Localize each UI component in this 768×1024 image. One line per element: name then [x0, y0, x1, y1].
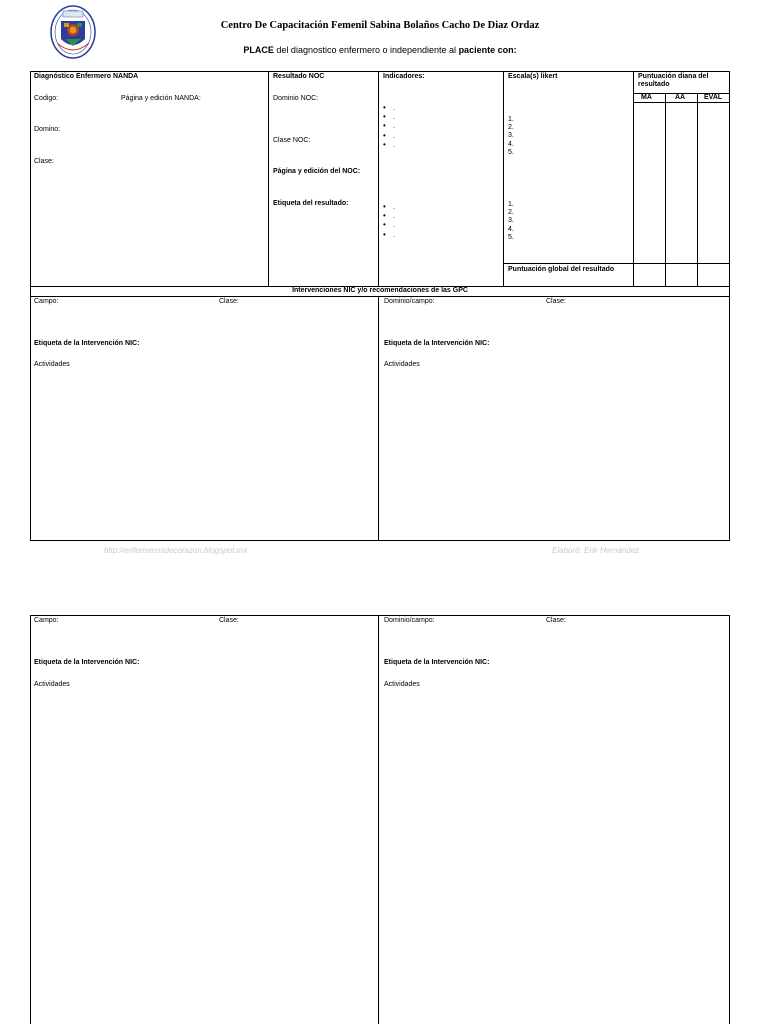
noc-heading: Resultado NOC	[273, 73, 325, 80]
intervention-left-clase: Clase:	[219, 298, 239, 305]
intervention-left-etiqueta: Etiqueta de la Intervención NIC:	[34, 340, 140, 347]
institution-seal-logo	[50, 5, 96, 59]
indicator-item: • .	[383, 122, 395, 131]
diana-heading: Puntuación diana del resultado	[638, 73, 709, 88]
diana-col-aa: AA	[675, 94, 686, 101]
indicadores-list-1	[383, 104, 395, 150]
likert-item: 4.	[508, 225, 514, 233]
indicator-item: • .	[383, 104, 395, 113]
page2-left-actividades: Actividades	[34, 681, 70, 688]
likert-list-2	[508, 201, 514, 242]
likert-item: 1.	[508, 201, 514, 208]
intervention-right-clase: Clase:	[546, 298, 566, 305]
intervention-right-actividades: Actividades	[384, 361, 420, 368]
likert-item: 5.	[508, 233, 514, 241]
indicator-item: • .	[383, 221, 395, 230]
intervention-left-campo: Campo:	[34, 298, 59, 305]
nanda-clase-label: Clase:	[34, 158, 54, 165]
page2-left-etiqueta: Etiqueta de la Intervención NIC:	[34, 659, 140, 666]
nanda-dominio-label: Domino:	[34, 126, 61, 133]
document-title: Centro De Capacitación Femenil Sabina Bolaños Cacho De Diaz Ordaz	[220, 20, 540, 31]
indicator-item: • .	[383, 231, 395, 240]
likert-item: 3.	[508, 217, 514, 225]
page2-right-etiqueta: Etiqueta de la Intervención NIC:	[384, 659, 490, 666]
diana-col-ma: MA	[641, 94, 652, 101]
likert-global-label: Puntuación global del resultado	[508, 266, 615, 273]
footer-url: http://enfermerosdecorazon.blogspot.mx	[104, 546, 248, 555]
likert-item: 2.	[508, 209, 514, 217]
indicator-item: • .	[383, 141, 395, 150]
interventions-table-page-2	[30, 615, 730, 1024]
noc-etiqueta-label: Etiqueta del resultado:	[273, 200, 349, 207]
document-subtitle: PLACE del diagnostico enfermero o independiente al paciente con:	[243, 45, 517, 55]
likert-item: 4.	[508, 140, 514, 148]
indicator-item: • .	[383, 203, 395, 212]
indicator-item: • .	[383, 132, 395, 141]
care-plan-table	[30, 71, 730, 541]
interventions-heading: Intervenciones NIC y/o recomendaciones de las GPC	[292, 287, 468, 294]
likert-item: 3.	[508, 132, 514, 140]
page2-left-campo: Campo:	[34, 617, 59, 624]
nanda-codigo-label: Codigo:	[34, 95, 59, 102]
indicadores-list-2	[383, 203, 395, 240]
page2-right-clase: Clase:	[546, 617, 566, 624]
intervention-right-etiqueta: Etiqueta de la Intervención NIC:	[384, 340, 490, 347]
indicadores-heading: Indicadores:	[383, 73, 425, 80]
page2-left-clase: Clase:	[219, 617, 239, 624]
nanda-heading: Diagnóstico Enfermero NANDA	[34, 73, 139, 80]
likert-list-1	[508, 116, 514, 157]
likert-item: 1.	[508, 116, 514, 123]
noc-pagina-label: Página y edición del NOC:	[273, 168, 361, 175]
indicator-item: • .	[383, 212, 395, 221]
intervention-left-actividades: Actividades	[34, 361, 70, 368]
noc-dominio-label: Dominio NOC:	[273, 95, 319, 102]
nanda-pagina-label: Página y edición NANDA:	[121, 95, 201, 102]
indicator-item: • .	[383, 113, 395, 122]
footer-author: Elaboró: Erik Hernández	[552, 546, 640, 555]
likert-heading: Escala(s) likert	[508, 73, 558, 80]
diana-col-eval: EVAL	[704, 94, 723, 101]
intervention-right-campo: Dominio/campo:	[384, 298, 435, 305]
likert-item: 2.	[508, 124, 514, 132]
page2-right-campo: Dominio/campo:	[384, 617, 435, 624]
page2-right-actividades: Actividades	[384, 681, 420, 688]
noc-clase-label: Clase NOC:	[273, 137, 311, 144]
likert-item: 5.	[508, 148, 514, 156]
